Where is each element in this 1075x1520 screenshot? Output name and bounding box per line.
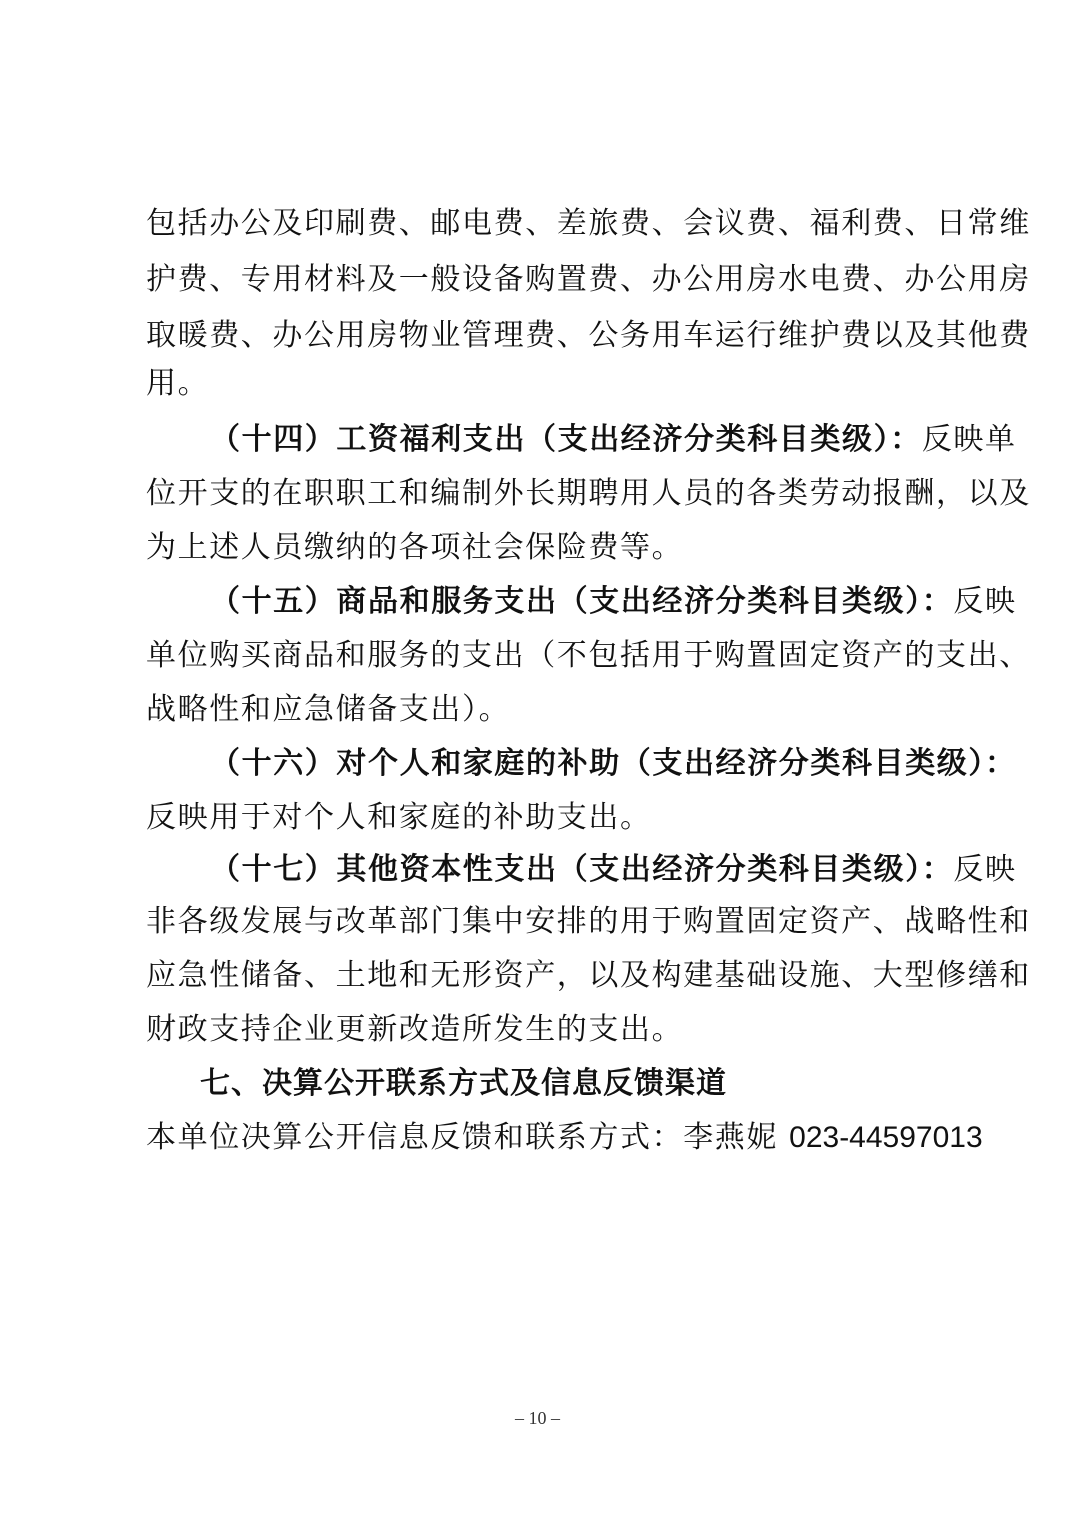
contact-phone: 023-44597013 (789, 1121, 983, 1154)
paragraph-line: 护费、专用材料及一般设备购置费、办公用房水电费、办公用房 (146, 262, 1031, 297)
paragraph-line: 战略性和应急储备支出）。 (146, 692, 511, 727)
contact-line (146, 1118, 983, 1158)
paragraph-line: 财政支持企业更新改造所发生的支出。 (146, 1012, 684, 1047)
paragraph-17-first-line (210, 850, 1017, 890)
paragraph-line: 包括办公及印刷费、邮电费、差旅费、会议费、福利费、日常维 (146, 206, 1031, 241)
paragraph-14-first-line (210, 420, 1017, 460)
paragraph-line: 取暖费、办公用房物业管理费、公务用车运行维护费以及其他费 (146, 318, 1031, 353)
paragraph-line: 单位购买商品和服务的支出（不包括用于购置固定资产的支出、 (146, 638, 1031, 673)
page-number: – 10 – (515, 1408, 560, 1428)
paragraph-14-text: 反映单 (921, 422, 1017, 457)
paragraph-line: 非各级发展与改革部门集中安排的用于购置固定资产、战略性和 (146, 904, 1031, 939)
paragraph-line: 为上述人员缴纳的各项社会保险费等。 (146, 530, 684, 565)
paragraph-line: 应急性储备、土地和无形资产，以及构建基础设施、大型修缮和 (146, 958, 1031, 993)
paragraph-15-title: （十五）商品和服务支出（支出经济分类科目类级）： (210, 584, 954, 619)
paragraph-17-text: 反映 (953, 852, 1017, 887)
paragraph-16-title: （十六）对个人和家庭的补助（支出经济分类科目类级）： (210, 746, 1017, 781)
paragraph-line: 反映用于对个人和家庭的补助支出。 (146, 800, 652, 835)
paragraph-line: 用。 (146, 366, 210, 401)
contact-label: 本单位决算公开信息反馈和联系方式：李燕妮 (146, 1120, 778, 1155)
paragraph-15-text: 反映 (953, 584, 1017, 619)
section-heading: 七、决算公开联系方式及信息反馈渠道 (200, 1066, 727, 1101)
paragraph-15-first-line (210, 582, 1017, 622)
paragraph-14-title: （十四）工资福利支出（支出经济分类科目类级）： (210, 422, 922, 457)
paragraph-17-title: （十七）其他资本性支出（支出经济分类科目类级）： (210, 852, 954, 887)
paragraph-line: 位开支的在职职工和编制外长期聘用人员的各类劳动报酬，以及 (146, 476, 1031, 511)
